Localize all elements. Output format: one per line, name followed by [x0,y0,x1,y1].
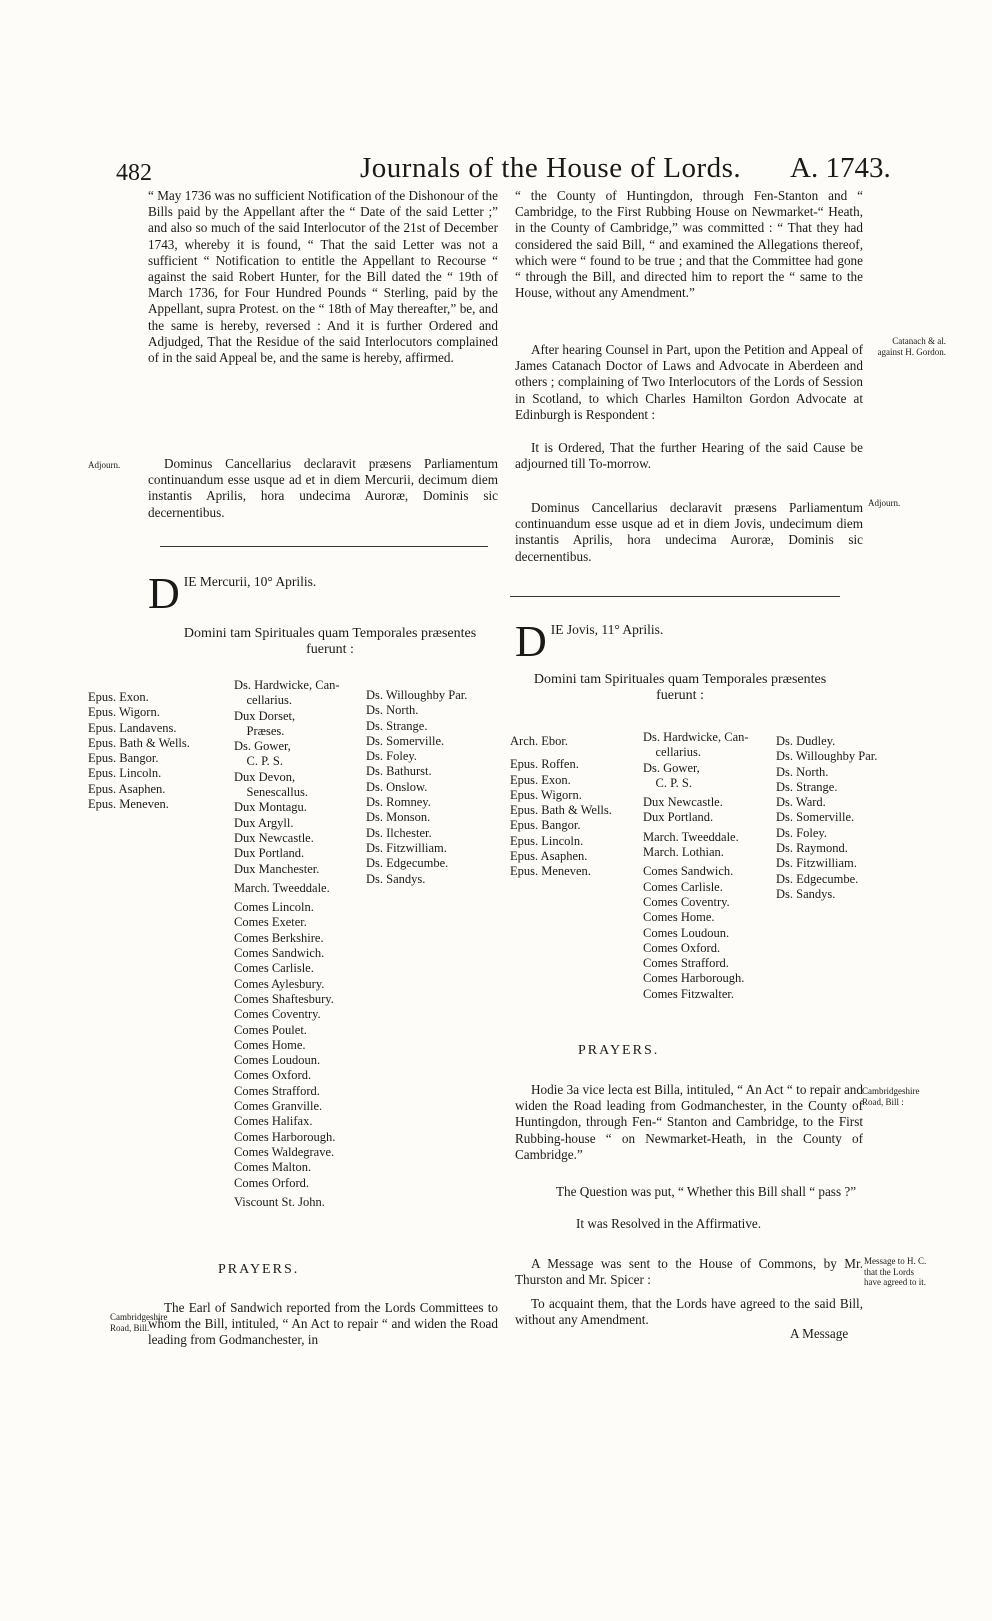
question-paragraph: The Question was put, “ Whether this Bill shall “ pass ?” [556,1184,857,1199]
list-item: Comes Sandwich. [643,864,734,879]
list-item: Ds. Gower, [643,760,700,775]
die-heading-left [148,569,498,618]
margin-note-message: Message to H. C. that the Lords have agreed to it. [864,1256,927,1287]
message-paragraph: A Message was sent to the House of Commons, by Mr. Thurston and Mr. Spicer : [515,1256,863,1288]
list-item: Comes Loudoun. [643,925,730,940]
list-item: Comes Carlisle. [643,879,723,894]
domini-heading-left: Domini tam Spirituales quam Temporales præsentes fuerunt : [183,626,477,658]
list-item: Ds. Fitzwilliam. [776,856,857,871]
further-hearing-paragraph: It is Ordered, That the further Hearing of the said Cause be adjourned till To-morrow. [515,440,863,472]
list-item: Ds. Willoughby Par. [776,749,878,764]
domini-heading-right: Domini tam Spirituales quam Temporales præsentes fuerunt : [533,672,827,704]
list-item: Ds. Raymond. [776,841,848,856]
list-item: March. Tweeddale. [643,829,739,844]
list-item: C. P. S. [234,754,283,769]
list-item: Comes Malton. [234,1160,312,1175]
list-item: Ds. Fitzwilliam. [366,840,447,855]
list-item: Ds. North. [366,703,419,718]
list-item: Epus. Exon. [510,772,571,787]
list-item: Ds. Sandys. [366,871,426,886]
list-item: Ds. Edgecumbe. [366,856,449,871]
list-item: Senescallus. [234,785,308,800]
margin-note-cambridge-right: Cambridgeshire Road, Bill : [862,1086,920,1107]
list-item: Ds. Strange. [776,779,838,794]
section-rule-right [510,596,840,597]
list-item: Epus. Bath & Wells. [88,735,190,750]
list-item: Dux Portland. [234,846,305,861]
list-item: Comes Aylesbury. [234,976,325,991]
third-reading-paragraph: Hodie 3a vice lecta est Billa, intituled, “ An Act “ to repair and widen the Road leading from Godmanchester, in the County of Huntingdon, through Fen-“ Stanton and Cambridge, to the First Rubbing-house “ on Newmarket-Heath, in the County of Cambridge.” [515,1082,863,1162]
list-item: Ds. Ilchester. [366,825,432,840]
left-opening-paragraph [148,188,498,372]
list-item: Epus. Asaphen. [88,781,166,796]
journal-title: Journals of the House of Lords. [360,152,742,184]
list-item: Comes Poulet. [234,1022,307,1037]
list-item: Comes Home. [643,910,715,925]
list-item: Comes Loudoun. [234,1053,321,1068]
list-item: Comes Halifax. [234,1114,313,1129]
section-rule-left [160,546,488,547]
list-item: Dux Newcastle. [643,795,723,810]
adjourn-paragraph-left: Dominus Cancellarius declaravit præsens Parliamentum continuandum esse usque ad et in diem Mercurii, decimum diem instantis Aprilis, hora undecima Auroræ, Dominis sic decernentibus. [148,456,498,520]
list-item: Epus. Exon. [88,690,149,704]
appeal-judgment-text: “ May 1736 was no sufficient Notification of the Dishonour of the Bills paid by the Appellant after the “ Date of the said Letter ;” and also so much of the said Interlocutor of the 21st of December 1743, whereby it is found, “ That the said Letter was not a sufficient “ Notification to entitle the Appellant to Recourse “ against the said Robert Hunter, for the Bill dated the “ 19th of March 1736, for Four Hundred Pounds “ Sterling, paid by the Appellant, supra Protest. on the “ 18th of May thereafter,” be, and the same is hereby, reversed : And it is further Ordered and Adjudged, That the Residue of the said Interlocutors complained of in the said Appeal be, and the same is hereby, affirmed. [148,188,498,366]
drop-cap-left: D [148,569,180,618]
list-item: cellarius. [643,745,701,760]
list-item: Epus. Meneven. [88,797,169,812]
list-item: Epus. Landavens. [88,720,177,735]
prayers-heading-right: PRAYERS. [578,1043,660,1058]
list-item: Epus. Bangor. [510,818,581,833]
page-number: 482 [116,160,152,186]
attendance-list-peers-right [643,730,749,1002]
list-item: Comes Harborough. [234,1129,336,1144]
list-item: Ds. Gower, [234,739,291,754]
list-item: Comes Lincoln. [234,900,314,915]
list-item: March. Lothian. [643,845,724,860]
list-item: Epus. Lincoln. [510,833,584,848]
list-item: Ds. Bathurst. [366,764,432,779]
list-item: Epus. Lincoln. [88,766,162,781]
list-item: C. P. S. [643,775,692,790]
list-item: Comes Harborough. [643,971,745,986]
list-item: Dux Dorset, [234,708,296,723]
list-item: Comes Sandwich. [234,946,325,961]
attendance-list-barons-right [776,734,877,902]
list-item: Epus. Meneven. [510,864,591,879]
resolved-paragraph: It was Resolved in the Affirmative. [576,1216,762,1231]
list-item: Comes Orford. [234,1175,309,1190]
list-item: Comes Strafford. [643,956,729,971]
die-text-left: IE Mercurii, 10° Aprilis. [183,574,317,589]
list-item: Epus. Bangor. [88,751,159,766]
list-item: Arch. Ebor. [510,734,568,748]
list-item: Dux Portland. [643,810,714,825]
list-item: Ds. Hardwicke, Can- [643,730,749,744]
list-item: Epus. Wigorn. [510,787,582,802]
list-item: Comes Waldegrave. [234,1144,335,1159]
list-item: Dux Newcastle. [234,830,314,845]
acquaint-paragraph: To acquaint them, that the Lords have agreed to the said Bill, without any Amendment. [515,1296,863,1328]
sandwich-report-paragraph: The Earl of Sandwich reported from the Lords Committees to whom the Bill, intituled, “ An Act to repair “ and widen the Road leading from Godmanchester, in [148,1300,498,1348]
adjourn-paragraph-right: Dominus Cancellarius declaravit præsens Parliamentum continuandum esse usque ad et in diem Jovis, undecimum diem instantis Aprilis, hora undecima Auroræ, Dominis sic decernentibus. [515,500,863,564]
list-item: Ds. Onslow. [366,779,428,794]
list-item: Epus. Bath & Wells. [510,803,612,818]
list-item: Comes Home. [234,1037,306,1052]
prayers-heading-left: PRAYERS. [218,1262,300,1277]
attendance-list-peers-left [234,678,340,1210]
list-item: Dux Devon, [234,769,296,784]
list-item: Comes Carlisle. [234,961,314,976]
margin-note-cambridge-left: Cambridgeshire Road, Bill. [110,1312,168,1333]
list-item: Comes Shaftesbury. [234,991,334,1006]
list-item: Ds. Foley. [366,749,417,764]
margin-note-adjourn-left: Adjourn. [88,460,121,470]
list-item: Comes Oxford. [643,940,721,955]
list-item [510,749,612,757]
list-item: Epus. Wigorn. [88,705,160,720]
list-item: Ds. Strange. [366,718,428,733]
committee-report-continuation: “ the County of Huntingdon, through Fen-Stanton and “ Cambridge, to the First Rubbing House on Newmarket-“ Heath, in the County of Cambridge,” was committed : “ That they had considered the said Bill, “ and examined the Allegations thereof, which were “ found to be true ; and that the Committee had gone “ through the Bill, and directed him to report the “ same to the House, without any Amendment.” [515,188,863,301]
list-item: Comes Berkshire. [234,930,324,945]
list-item: Comes Exeter. [234,915,307,930]
list-item: Comes Coventry. [643,894,730,909]
list-item: Epus. Roffen. [510,757,579,772]
die-heading-right [515,617,863,666]
list-item: Dux Montagu. [234,800,307,815]
die-text-right: IE Jovis, 11° Aprilis. [550,622,664,637]
year-heading: A. 1743. [790,152,891,184]
list-item: Comes Oxford. [234,1068,312,1083]
list-item: Præses. [234,723,285,738]
list-item: Ds. Willoughby Par. [366,688,468,702]
list-item: Comes Granville. [234,1099,323,1114]
list-item: Dux Manchester. [234,861,320,876]
catchword: A Message [790,1326,849,1341]
attendance-list-barons-left [366,688,467,887]
list-item: Epus. Asaphen. [510,849,588,864]
list-item: Comes Strafford. [234,1083,320,1098]
list-item: cellarius. [234,693,292,708]
list-item: Ds. North. [776,764,829,779]
attendance-list-bishops-right [510,734,612,880]
list-item: Ds. Foley. [776,825,827,840]
drop-cap-right: D [515,617,547,666]
list-item: Ds. Edgecumbe. [776,871,859,886]
list-item: Viscount St. John. [234,1194,325,1209]
attendance-list-bishops-left [88,690,190,812]
list-item: Dux Argyll. [234,815,294,830]
list-item: March. Tweeddale. [234,880,330,895]
list-item: Ds. Monson. [366,810,431,825]
margin-note-catanach: Catanach & al. against H. Gordon. [877,336,946,357]
list-item: Comes Coventry. [234,1007,321,1022]
catanach-appeal-paragraph: After hearing Counsel in Part, upon the Petition and Appeal of James Catanach Doctor of Laws and Advocate in Aberdeen and others ; complaining of Two Interlocutors of the Lords of Session in Scotland, to which Charles Hamilton Gordon Advocate at Edinburgh is Respondent : [515,342,863,422]
list-item: Ds. Sandys. [776,886,836,901]
margin-note-adjourn-right: Adjourn. [868,498,901,508]
list-item: Comes Fitzwalter. [643,986,734,1001]
list-item: Ds. Dudley. [776,734,836,748]
list-item: Ds. Ward. [776,795,826,810]
list-item: Ds. Hardwicke, Can- [234,678,340,692]
list-item: Ds. Somerville. [776,810,855,825]
list-item: Ds. Romney. [366,795,431,810]
list-item: Ds. Somerville. [366,733,445,748]
